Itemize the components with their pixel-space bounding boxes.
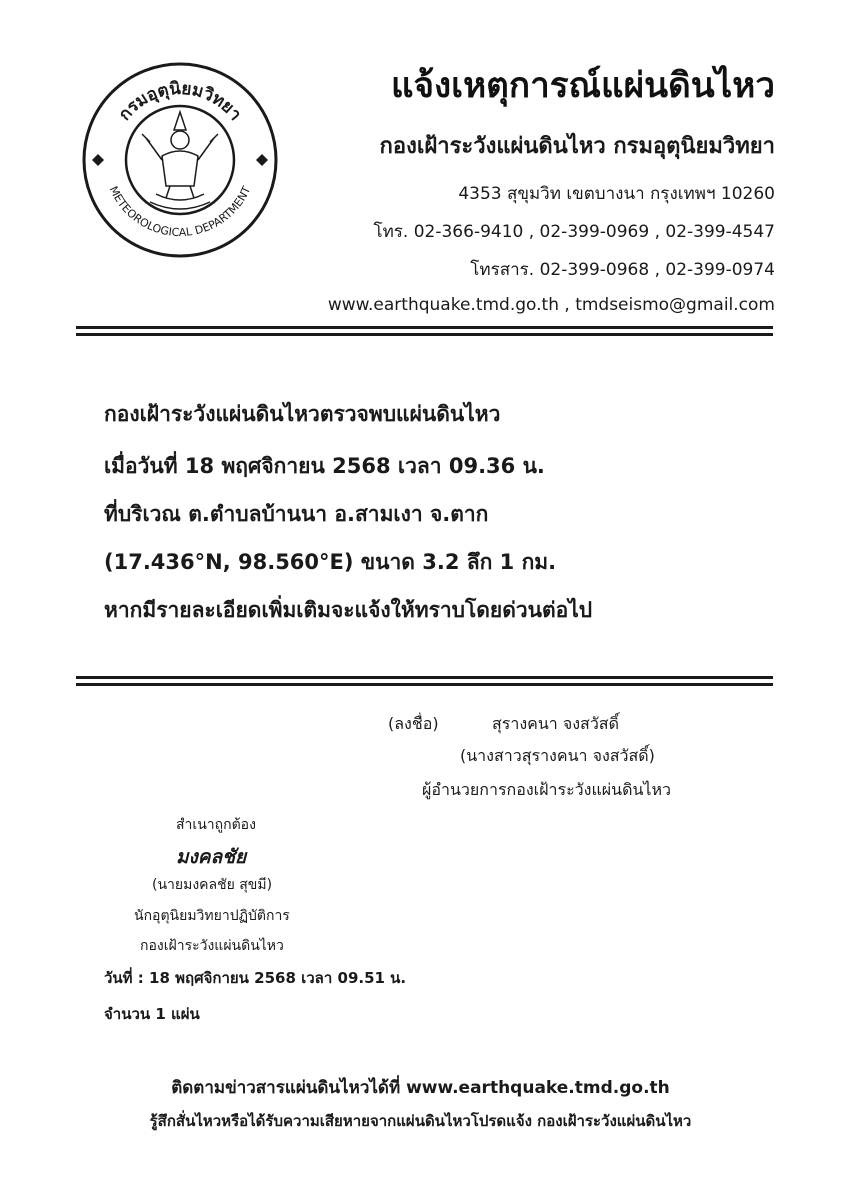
seal-english-text: METEOROLOGICAL DEPARTMENT	[106, 184, 254, 240]
report-line-5: หากมีรายละเอียดเพิ่มเติมจะแจ้งให้ทราบโดยด่วนต่อไป	[104, 598, 593, 622]
copy-certifier-position: นักอุตุนิยมวิทยาปฏิบัติการ	[134, 908, 290, 924]
signed-name: สุรางคนา จงสวัสดิ์	[492, 714, 619, 733]
page-title: แจ้งเหตุการณ์แผ่นดินไหว	[390, 66, 775, 106]
department-seal	[80, 60, 280, 260]
report-line-2: เมื่อวันที่ 18 พฤศจิกายน 2568 เวลา 09.36 น.	[104, 454, 545, 478]
certified-copy-label: สำเนาถูกต้อง	[176, 817, 256, 833]
seal-thai-text: กรมอุตุนิยมวิทยา	[114, 78, 246, 125]
report-line-3: ที่บริเวณ ต.ตำบลบ้านนา อ.สามเงา จ.ตาก	[104, 502, 489, 526]
header-divider	[76, 326, 773, 336]
issue-date: วันที่ : 18 พฤศจิกายน 2568 เวลา 09.51 น.	[104, 969, 407, 987]
page-count: จำนวน 1 แผ่น	[104, 1005, 200, 1023]
signatory-full-name: (นางสาวสุรางคนา จงสวัสดิ์)	[460, 746, 655, 765]
website-email: www.earthquake.tmd.go.th , tmdseismo@gmail.com	[327, 295, 775, 315]
footer-report-notice: รู้สึกสั่นไหวหรือได้รับความเสียหายจากแผ่นดินไหวโปรดแจ้ง กองเฝ้าระวังแผ่นดินไหว	[149, 1112, 692, 1130]
footer-website: ติดตามข่าวสารแผ่นดินไหวได้ที่ www.earthquake.tmd.go.th	[171, 1078, 670, 1098]
phone-numbers: โทร. 02-366-9410 , 02-399-0969 , 02-399-4547	[373, 222, 775, 242]
department-name: กองเฝ้าระวังแผ่นดินไหว กรมอุตุนิยมวิทยา	[379, 134, 775, 159]
address: 4353 สุขุมวิท เขตบางนา กรุงเทพฯ 10260	[458, 184, 775, 204]
report-line-1: กองเฝ้าระวังแผ่นดินไหวตรวจพบแผ่นดินไหว	[104, 402, 501, 426]
copy-certifier-name: (นายมงคลชัย สุขมี)	[152, 877, 273, 893]
signed-label: (ลงชื่อ)	[388, 714, 439, 733]
body-divider	[76, 676, 773, 686]
signatory-position: ผู้อำนวยการกองเฝ้าระวังแผ่นดินไหว	[422, 780, 671, 799]
handwritten-signature: มงคลชัย	[176, 846, 247, 868]
report-line-4: (17.436°N, 98.560°E) ขนาด 3.2 ลึก 1 กม.	[104, 550, 557, 574]
copy-certifier-division: กองเฝ้าระวังแผ่นดินไหว	[140, 938, 284, 954]
fax-numbers: โทรสาร. 02-399-0968 , 02-399-0974	[470, 260, 775, 280]
